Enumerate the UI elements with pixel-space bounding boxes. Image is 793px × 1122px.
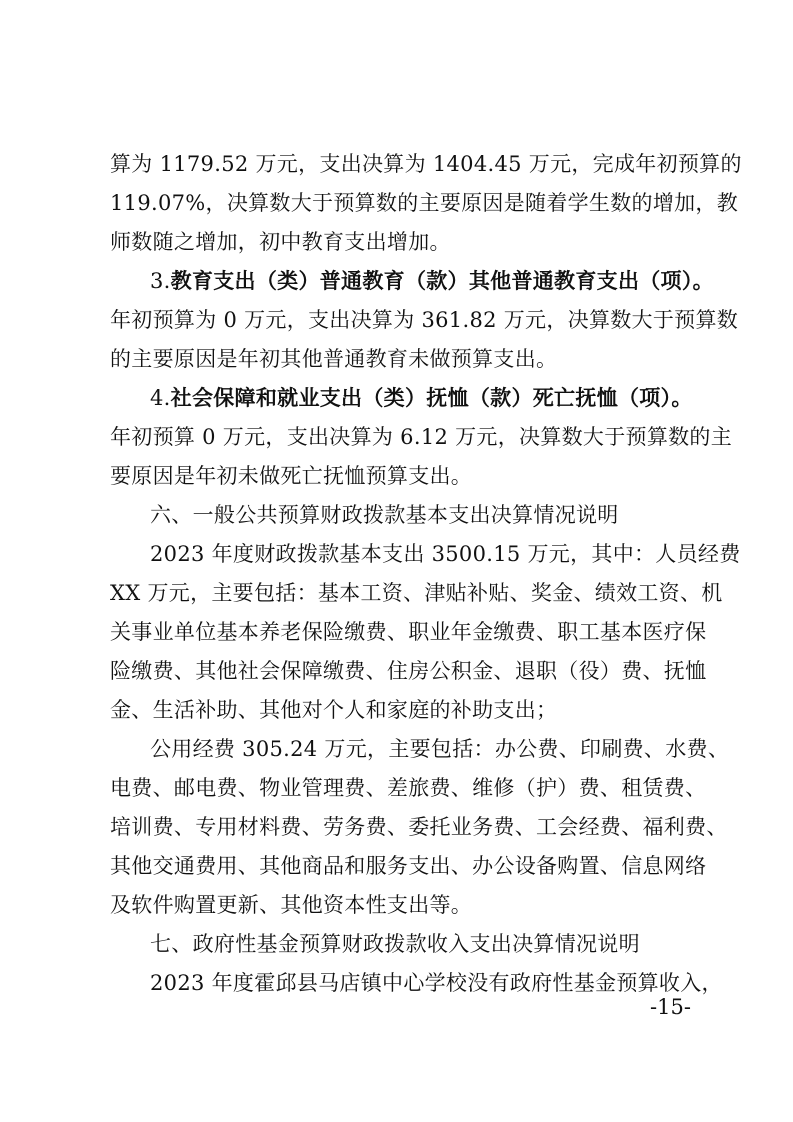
page-number: -15-	[650, 995, 691, 1019]
subheading-4	[150, 385, 693, 411]
subheading-number: 3.	[150, 269, 171, 293]
section-heading-6: 六、一般公共预算财政拨款基本支出决算情况说明	[150, 503, 619, 527]
paragraph-line: 金、生活补助、其他对个人和家庭的补助支出；	[110, 698, 558, 722]
paragraph-line: 2023 年度财政拨款基本支出 3500.15 万元，其中：人员经费	[150, 542, 741, 566]
paragraph-line: XX 万元，主要包括：基本工资、津贴补贴、奖金、绩效工资、机	[110, 581, 723, 605]
paragraph-line: 119.07%，决算数大于预算数的主要原因是随着学生数的增加，教	[110, 191, 739, 215]
paragraph-line: 公用经费 305.24 万元，主要包括：办公费、印刷费、水费、	[150, 737, 730, 761]
subheading-3	[150, 268, 714, 294]
subheading-text: 社会保障和就业支出（类）抚恤（款）死亡抚恤（项）。	[170, 386, 693, 410]
paragraph-line: 师数随之增加，初中教育支出增加。	[110, 230, 451, 254]
paragraph-line: 2023 年度霍邱县马店镇中心学校没有政府性基金预算收入，	[150, 971, 723, 995]
paragraph-line: 险缴费、其他社会保障缴费、住房公积金、退职（役）费、抚恤	[110, 659, 707, 683]
paragraph-line: 其他交通费用、其他商品和服务支出、办公设备购置、信息网络	[110, 854, 707, 878]
paragraph-line: 要原因是年初未做死亡抚恤预算支出。	[110, 464, 473, 488]
paragraph-line: 电费、邮电费、物业管理费、差旅费、维修（护）费、租赁费、	[110, 776, 707, 800]
paragraph-line: 年初预算 0 万元，支出决算为 6.12 万元，决算数大于预算数的主	[110, 425, 733, 449]
subheading-text: 教育支出（类）普通教育（款）其他普通教育支出（项）。	[170, 269, 714, 293]
paragraph-line: 关事业单位基本养老保险缴费、职业年金缴费、职工基本医疗保	[110, 620, 707, 644]
paragraph-line: 算为 1179.52 万元，支出决算为 1404.45 万元，完成年初预算的	[110, 152, 742, 176]
subheading-number: 4.	[150, 386, 171, 410]
paragraph-line: 培训费、专用材料费、劳务费、委托业务费、工会经费、福利费、	[110, 815, 728, 839]
paragraph-line: 及软件购置更新、其他资本性支出等。	[110, 893, 473, 917]
paragraph-line: 的主要原因是年初其他普通教育未做预算支出。	[110, 347, 558, 371]
paragraph-line: 年初预算为 0 万元，支出决算为 361.82 万元，决算数大于预算数	[110, 308, 739, 332]
section-heading-7: 七、政府性基金预算财政拨款收入支出决算情况说明	[150, 932, 640, 956]
